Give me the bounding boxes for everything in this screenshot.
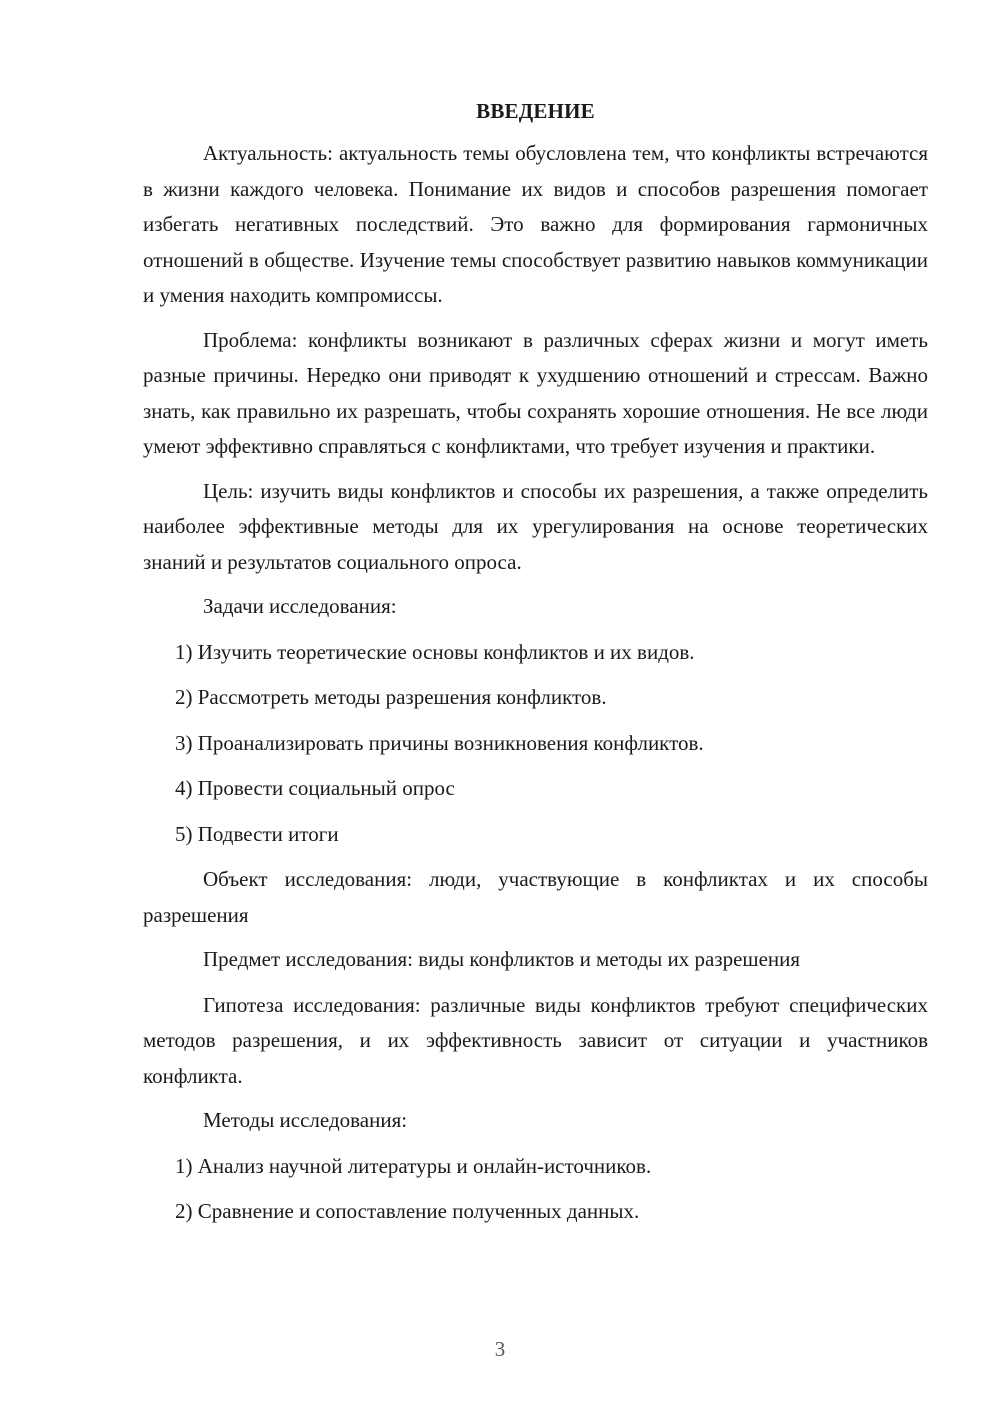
- page-title: ВВЕДЕНИЕ: [476, 99, 595, 123]
- subject-paragraph: Предмет исследования: виды конфликтов и методы их разрешения: [203, 947, 801, 971]
- list-item: 1) Анализ научной литературы и онлайн-источников.: [175, 1153, 652, 1178]
- list-item: 5) Подвести итоги: [175, 821, 339, 846]
- methods-heading: Методы исследования:: [203, 1108, 408, 1132]
- tasks-heading: Задачи исследования:: [203, 594, 397, 618]
- list-item: 2) Рассмотреть методы разрешения конфликтов.: [175, 685, 607, 709]
- problem-paragraph: Проблема: конфликты возникают в различных сферах жизни и могут иметь разные причины. Нередко они приводят к ухудшению отношений и стрессам. Важно знать, как правильно их разрешать, чтобы сохранять хорошие отношения. Не все люди умеют эффективно справляться с конфликтами, что требует изучения и практики.: [143, 327, 928, 458]
- relevance-paragraph: Актуальность: актуальность темы обусловлена тем, что конфликты встречаются в жизни каждого человека. Понимание их видов и способов разрешения помогает избегать негативных последствий. Это важно для формирования гармоничных отношений в обществе. Изучение темы способствует развитию навыков коммуникации и умения находить компромиссы.: [143, 141, 928, 307]
- object-paragraph: Объект исследования: люди, участвующие в конфликтах и их способы разрешения: [143, 867, 928, 927]
- page-number: 3: [494, 1337, 506, 1361]
- methods-list: [143, 1149, 928, 1230]
- hypothesis-paragraph: Гипотеза исследования: различные виды конфликтов требуют специфических методов разрешения, и их эффективность зависит от ситуации и участников конфликта.: [143, 992, 928, 1088]
- list-item: 1) Изучить теоретические основы конфликтов и их видов.: [175, 639, 695, 664]
- page-content: [143, 96, 928, 1240]
- list-item: 2) Сравнение и сопоставление полученных данных.: [175, 1199, 640, 1223]
- tasks-list: [143, 635, 928, 853]
- list-item: 3) Проанализировать причины возникновения конфликтов.: [175, 730, 704, 755]
- goal-paragraph: Цель: изучить виды конфликтов и способы их разрешения, а также определить наиболее эффективные методы для их урегулирования на основе теоретических знаний и результатов социального опроса.: [143, 478, 928, 574]
- list-item: 4) Провести социальный опрос: [175, 776, 455, 800]
